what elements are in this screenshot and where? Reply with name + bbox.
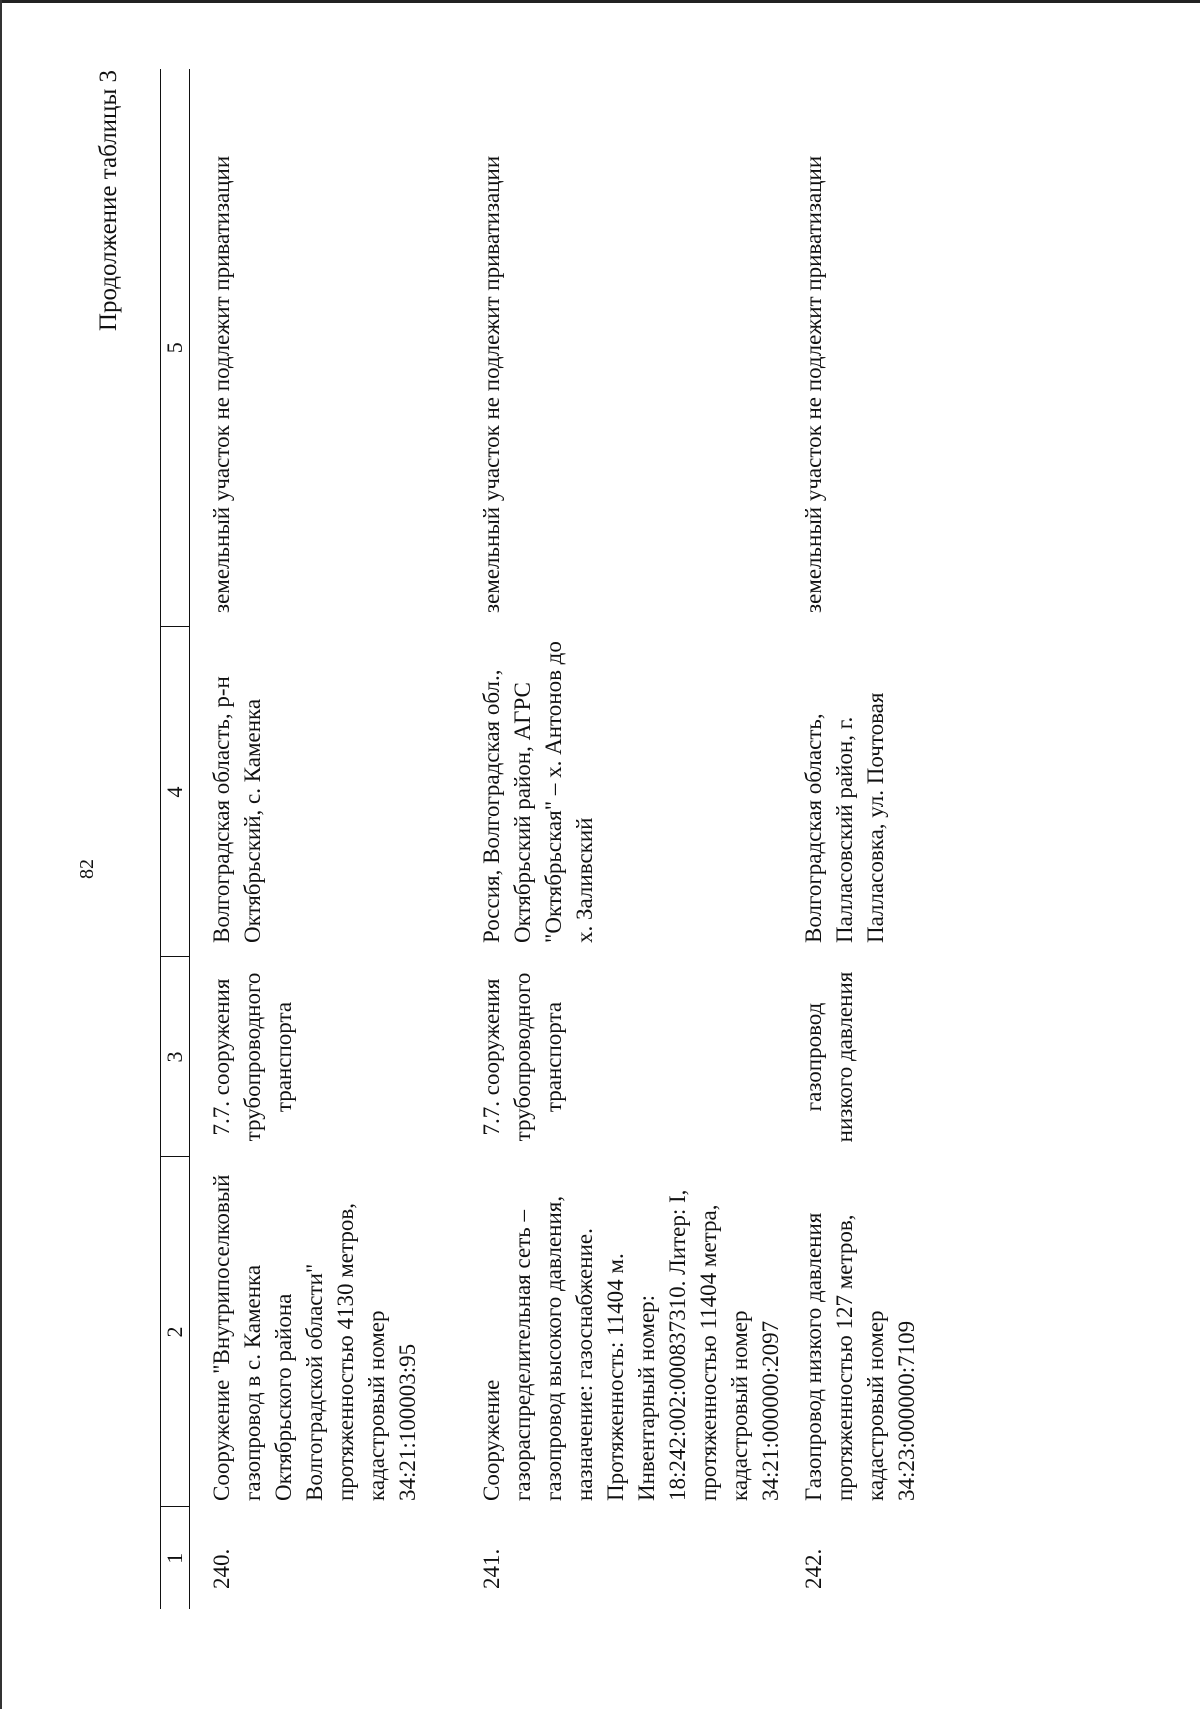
row-number: 242. — [801, 1548, 826, 1589]
object-name: Сооружение газораспределительная сеть – газопровод высокого давления, назначение: газоснабжение. Протяженность: 11404 м. Инвентарный номер: 18:242:002:000837310. Литер: I, протяженностью 11404 метра, кадастровый номер 34:21:000000:2097 — [479, 1189, 783, 1501]
object-address: Волгоградская область, Палласовский район, г. Палласовка, ул. Почтовая — [801, 692, 888, 943]
column-number-row — [161, 69, 190, 1609]
column-header: 3 — [161, 957, 190, 1157]
property-table — [160, 69, 1051, 1609]
object-note: земельный участок не подлежит приватизации — [801, 155, 826, 613]
object-kind: 7.7. сооружения трубопроводного транспорта — [479, 972, 566, 1142]
table-row — [190, 69, 465, 1609]
object-name: Сооружение "Внутрипоселковый газопровод в с. Каменка Октябрьского района Волгоградской области" протяженностью 4130 метров, кадастровый номер 34:21:100003:95 — [209, 1174, 420, 1501]
table-row — [786, 69, 1051, 1609]
column-header: 1 — [161, 1507, 190, 1609]
column-header: 4 — [161, 627, 190, 957]
object-kind: газопровод низкого давления — [801, 971, 857, 1143]
object-note: земельный участок не подлежит приватизации — [479, 155, 504, 613]
page-number: 82 — [76, 859, 98, 879]
column-header: 2 — [161, 1157, 190, 1507]
row-number: 240. — [209, 1548, 234, 1589]
table-row — [464, 69, 786, 1609]
object-name: Газопровод низкого давления протяженностью 127 метров, кадастровый номер 34:23:000000:7109 — [801, 1212, 919, 1501]
object-address: Россия, Волгоградская обл., Октябрьский район, АГРС "Октябрьская" – х. Антонов до х. Заливский — [479, 641, 597, 943]
object-address: Волгоградская область, р-н Октябрьский, с. Каменка — [209, 676, 265, 943]
object-note: земельный участок не подлежит приватизации — [209, 155, 234, 613]
object-kind: 7.7. сооружения трубопроводного транспорта — [209, 972, 296, 1142]
table-continuation-label: Продолжение таблицы 3 — [95, 70, 122, 332]
row-number: 241. — [479, 1548, 504, 1589]
column-header: 5 — [161, 69, 190, 627]
